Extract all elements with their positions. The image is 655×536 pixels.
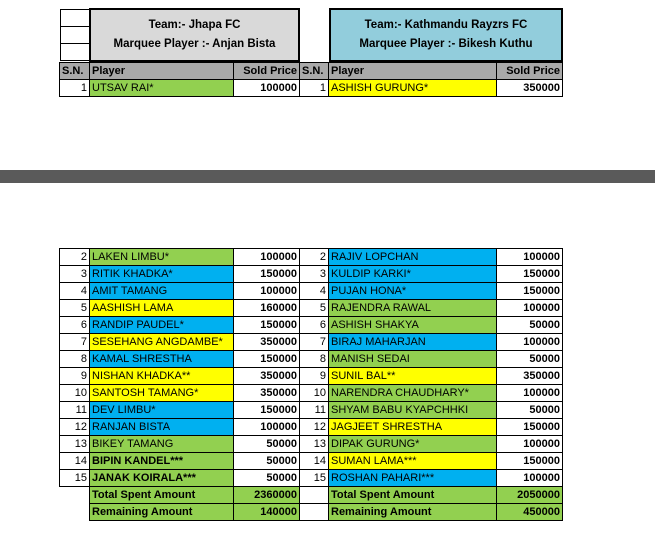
sn-cell: 5	[300, 300, 329, 317]
remaining-row	[60, 504, 563, 521]
sn-cell: 2	[300, 249, 329, 266]
blank-cell	[61, 10, 90, 27]
sn-cell: 4	[60, 283, 90, 300]
table-row	[60, 283, 563, 300]
player-cell: DIPAK GURUNG*	[329, 436, 497, 453]
sn-header: S.N.	[300, 63, 329, 80]
sn-cell: 12	[60, 419, 90, 436]
top-table	[59, 62, 563, 97]
table-row	[60, 300, 563, 317]
player-cell: JANAK KOIRALA***	[90, 470, 234, 487]
player-cell: RAJIV LOPCHAN	[329, 249, 497, 266]
price-cell: 350000	[497, 368, 563, 385]
page-separator	[0, 170, 655, 183]
sn-cell: 7	[60, 334, 90, 351]
right-team-header	[329, 8, 563, 62]
blank-cell	[61, 27, 90, 44]
price-cell: 100000	[497, 385, 563, 402]
price-cell: 350000	[234, 385, 300, 402]
price-cell: 100000	[497, 436, 563, 453]
price-cell: 350000	[234, 334, 300, 351]
sn-cell: 4	[300, 283, 329, 300]
price-cell: 160000	[234, 300, 300, 317]
table-row	[60, 402, 563, 419]
player-cell: BIKEY TAMANG	[90, 436, 234, 453]
player-cell: ROSHAN PAHARI***	[329, 470, 497, 487]
sn-cell: 8	[300, 351, 329, 368]
price-cell: 100000	[497, 300, 563, 317]
player-cell: SUNIL BAL**	[329, 368, 497, 385]
table-row	[60, 436, 563, 453]
blank-cell	[60, 504, 90, 521]
blank-cell	[300, 487, 329, 504]
price-cell: 150000	[497, 283, 563, 300]
player-cell: BIPIN KANDEL***	[90, 453, 234, 470]
price-cell: 100000	[234, 283, 300, 300]
price-cell: 100000	[234, 80, 300, 97]
player-cell: RITIK KHADKA*	[90, 266, 234, 283]
price-cell: 150000	[234, 266, 300, 283]
price-cell: 150000	[234, 351, 300, 368]
price-cell: 50000	[234, 470, 300, 487]
sn-cell: 10	[300, 385, 329, 402]
total-spent-value: 2360000	[234, 487, 300, 504]
price-cell: 50000	[497, 317, 563, 334]
price-cell: 50000	[234, 436, 300, 453]
sn-cell: 14	[60, 453, 90, 470]
price-cell: 150000	[497, 266, 563, 283]
price-cell: 100000	[234, 419, 300, 436]
left-blank-grid	[60, 9, 90, 61]
table-row	[60, 317, 563, 334]
table-row	[60, 368, 563, 385]
price-cell: 50000	[497, 402, 563, 419]
right-team-title: Team:- Kathmandu Rayzrs FC	[364, 19, 528, 31]
sn-cell: 3	[300, 266, 329, 283]
price-cell: 50000	[497, 351, 563, 368]
player-cell: ASHISH SHAKYA	[329, 317, 497, 334]
total-spent-label: Total Spent Amount	[329, 487, 497, 504]
remaining-value: 140000	[234, 504, 300, 521]
player-cell: RAJENDRA RAWAL	[329, 300, 497, 317]
total-spent-row	[60, 487, 563, 504]
sn-cell: 6	[300, 317, 329, 334]
player-cell: AASHISH LAMA	[90, 300, 234, 317]
sn-cell: 5	[60, 300, 90, 317]
player-cell: AMIT TAMANG	[90, 283, 234, 300]
price-cell: 150000	[497, 419, 563, 436]
table-row	[60, 249, 563, 266]
player-header: Player	[329, 63, 497, 80]
table-row	[60, 470, 563, 487]
sn-header: S.N.	[60, 63, 90, 80]
remaining-label: Remaining Amount	[329, 504, 497, 521]
table-row	[60, 419, 563, 436]
sn-cell: 10	[60, 385, 90, 402]
player-cell: SHYAM BABU KYAPCHHKI	[329, 402, 497, 419]
right-team-marquee: Marquee Player :- Bikesh Kuthu	[359, 38, 533, 50]
sn-cell: 14	[300, 453, 329, 470]
sn-cell: 7	[300, 334, 329, 351]
player-cell: UTSAV RAI*	[90, 80, 234, 97]
sn-cell: 15	[60, 470, 90, 487]
sn-cell: 12	[300, 419, 329, 436]
table-row	[60, 266, 563, 283]
left-team-marquee: Marquee Player :- Anjan Bista	[113, 38, 276, 50]
sn-cell: 2	[60, 249, 90, 266]
price-cell: 100000	[497, 249, 563, 266]
price-header: Sold Price	[497, 63, 563, 80]
price-header: Sold Price	[234, 63, 300, 80]
blank-cell	[300, 504, 329, 521]
table-row	[60, 385, 563, 402]
player-cell: LAKEN LIMBU*	[90, 249, 234, 266]
left-team-header	[89, 8, 300, 62]
remaining-value: 450000	[497, 504, 563, 521]
player-cell: PUJAN HONA*	[329, 283, 497, 300]
left-team-title: Team:- Jhapa FC	[148, 19, 241, 31]
players-table	[59, 248, 563, 521]
player-cell: NARENDRA CHAUDHARY*	[329, 385, 497, 402]
price-cell: 350000	[497, 80, 563, 97]
player-cell: NISHAN KHADKA**	[90, 368, 234, 385]
player-cell: DEV LIMBU*	[90, 402, 234, 419]
player-header: Player	[90, 63, 234, 80]
price-cell: 100000	[497, 470, 563, 487]
player-cell: ASHISH GURUNG*	[329, 80, 497, 97]
price-cell: 100000	[497, 334, 563, 351]
price-cell: 150000	[497, 453, 563, 470]
player-cell: KAMAL SHRESTHA	[90, 351, 234, 368]
table-row	[60, 80, 563, 97]
table-row	[60, 351, 563, 368]
player-cell: SESEHANG ANGDAMBE*	[90, 334, 234, 351]
player-cell: JAGJEET SHRESTHA	[329, 419, 497, 436]
sn-cell: 13	[60, 436, 90, 453]
player-cell: MANISH SEDAI	[329, 351, 497, 368]
player-cell: KULDIP KARKI*	[329, 266, 497, 283]
price-cell: 100000	[234, 249, 300, 266]
price-cell: 50000	[234, 453, 300, 470]
player-cell: SANTOSH TAMANG*	[90, 385, 234, 402]
sn-cell: 11	[300, 402, 329, 419]
player-cell: RANJAN BISTA	[90, 419, 234, 436]
blank-cell	[60, 487, 90, 504]
sn-cell: 1	[60, 80, 90, 97]
total-spent-label: Total Spent Amount	[90, 487, 234, 504]
blank-cell	[61, 44, 90, 61]
player-cell: RANDIP PAUDEL*	[90, 317, 234, 334]
price-cell: 150000	[234, 317, 300, 334]
sn-cell: 8	[60, 351, 90, 368]
total-spent-value: 2050000	[497, 487, 563, 504]
sn-cell: 15	[300, 470, 329, 487]
remaining-label: Remaining Amount	[90, 504, 234, 521]
sn-cell: 9	[300, 368, 329, 385]
sn-cell: 11	[60, 402, 90, 419]
player-cell: SUMAN LAMA***	[329, 453, 497, 470]
price-cell: 350000	[234, 368, 300, 385]
sn-cell: 3	[60, 266, 90, 283]
sn-cell: 6	[60, 317, 90, 334]
table-row	[60, 453, 563, 470]
player-cell: BIRAJ MAHARJAN	[329, 334, 497, 351]
sn-cell: 13	[300, 436, 329, 453]
price-cell: 150000	[234, 402, 300, 419]
table-row	[60, 334, 563, 351]
header-row	[60, 63, 563, 80]
sn-cell: 9	[60, 368, 90, 385]
sn-cell: 1	[300, 80, 329, 97]
